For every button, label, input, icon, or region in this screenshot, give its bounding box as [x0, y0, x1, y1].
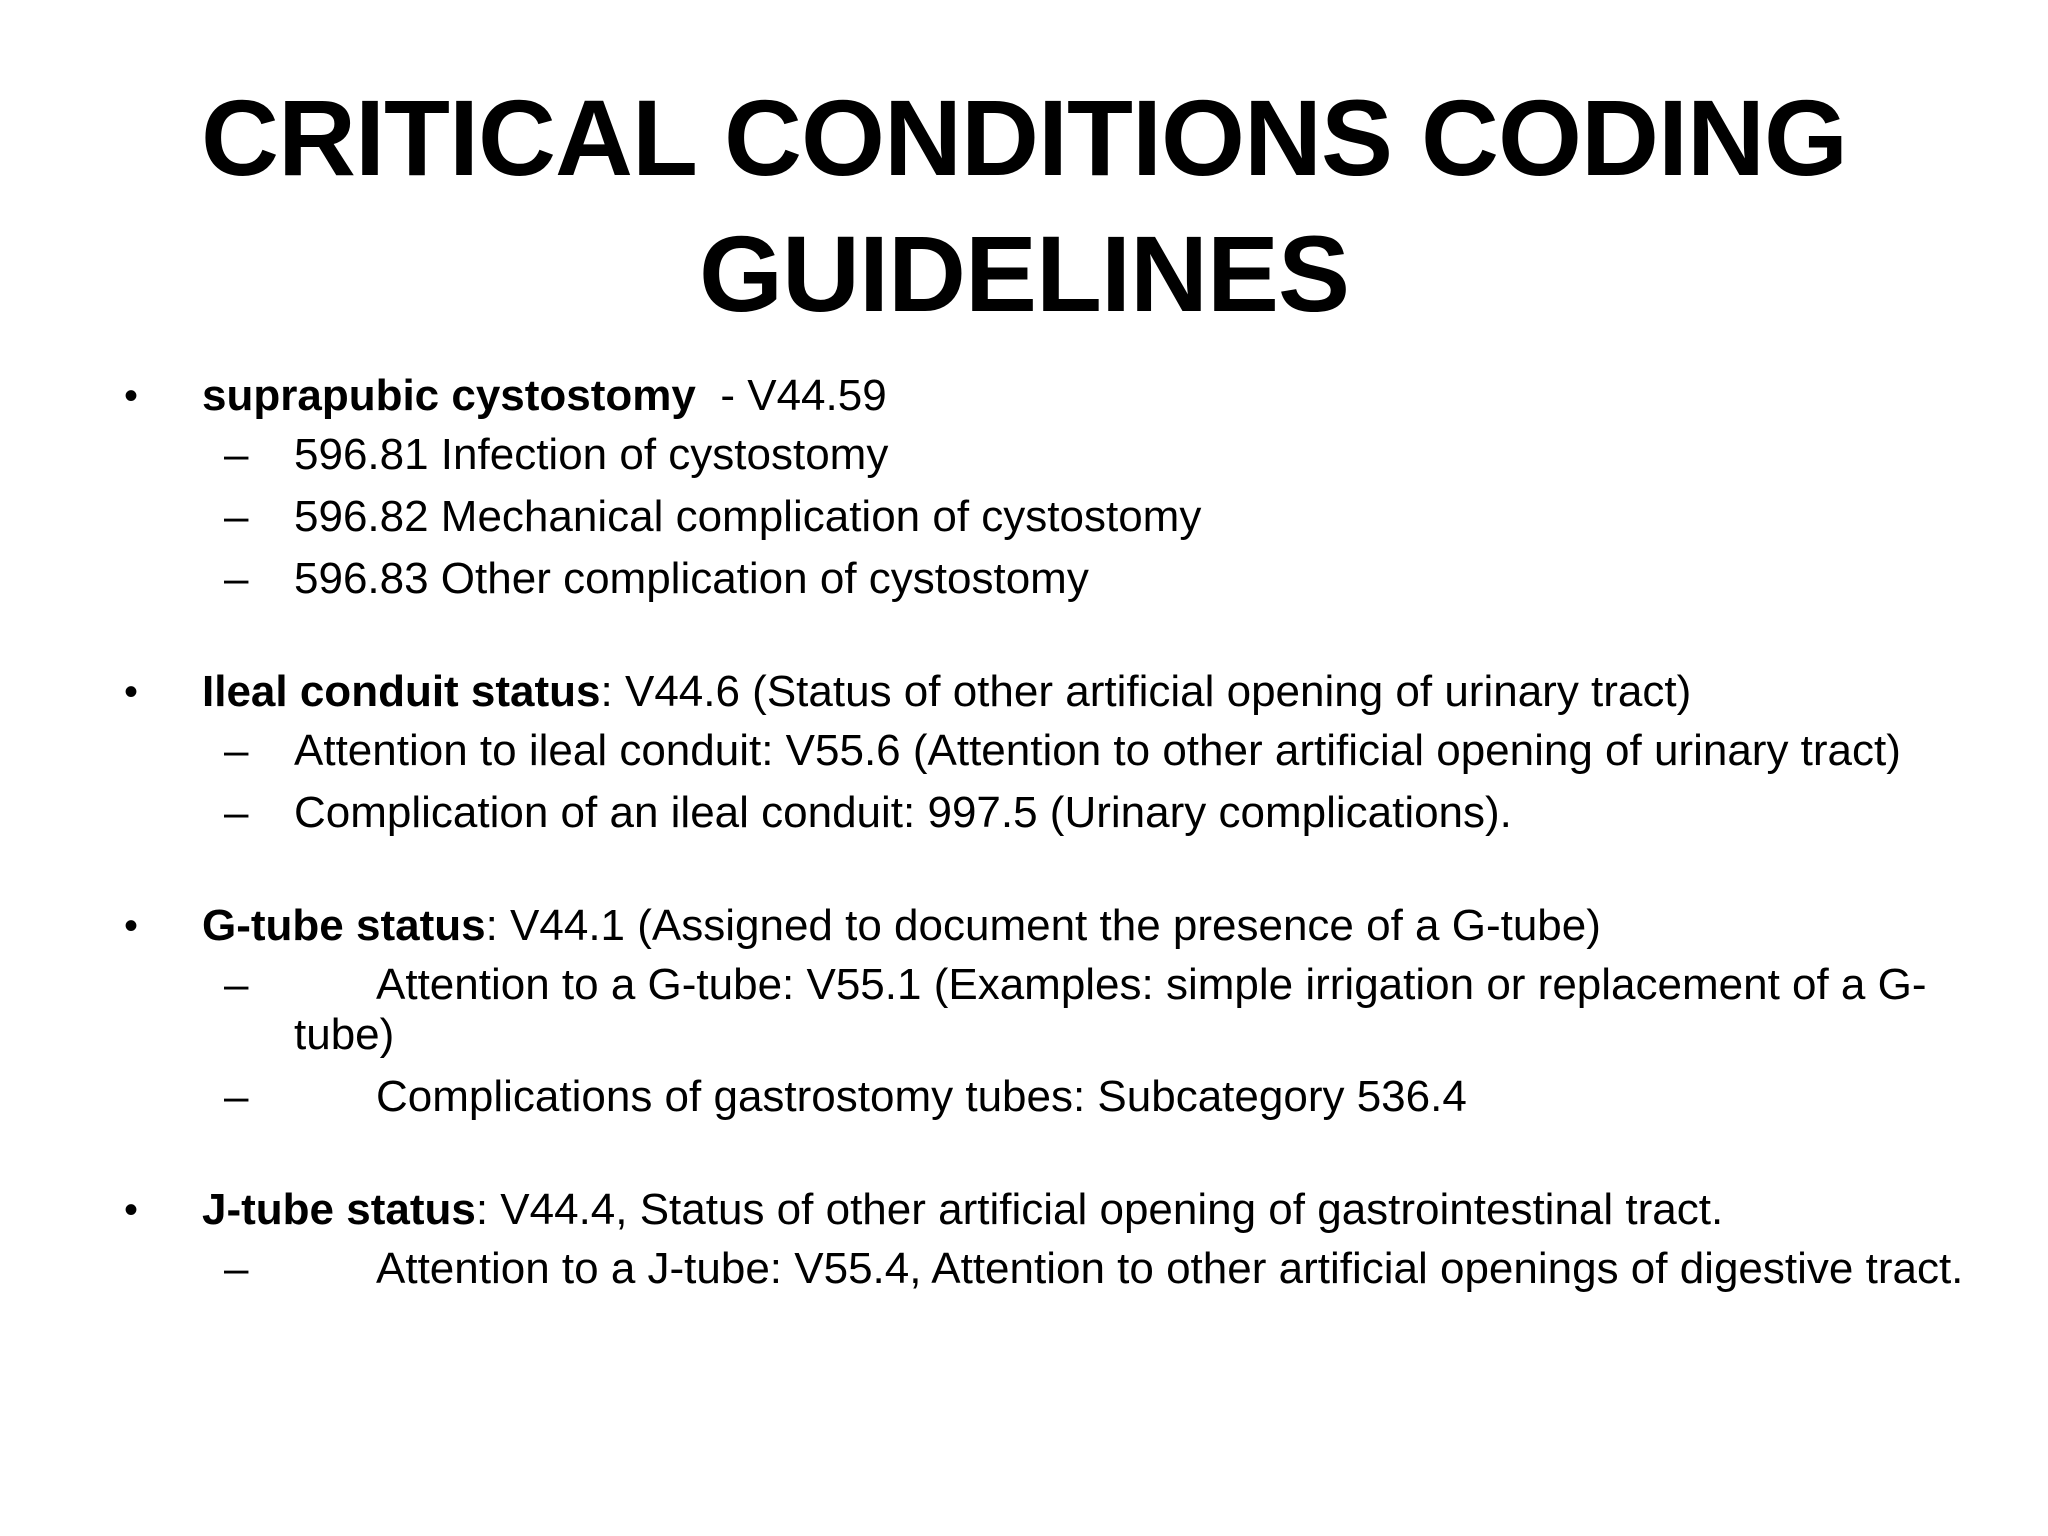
sub-item [120, 1072, 1980, 1122]
bullet-item [120, 664, 1980, 720]
title-line-2: GUIDELINES [698, 213, 1350, 334]
sub-item [120, 554, 1980, 604]
bullet-term: J-tube status [202, 1185, 476, 1234]
slide-body [120, 368, 1980, 1354]
dash-icon: – [224, 430, 249, 479]
bullet-item [120, 368, 1980, 424]
dash-icon: – [224, 1244, 249, 1293]
bullet-icon: • [124, 374, 139, 418]
bullet-icon: • [124, 1188, 139, 1232]
dash-icon: – [224, 788, 249, 837]
sub-item [120, 726, 1980, 776]
dash-icon: – [224, 960, 249, 1009]
sub-item [120, 788, 1980, 838]
sub-item-text: Complications of gastrostomy tubes: Subcategory 536.4 [376, 1072, 1467, 1121]
bullet-text: - V44.59 [695, 371, 887, 420]
section-j-tube [120, 1182, 1980, 1294]
sub-item-text: Complication of an ileal conduit: 997.5 (Urinary complications). [294, 788, 1512, 837]
bullet-item [120, 898, 1980, 954]
dash-icon: – [224, 492, 249, 541]
sub-item [120, 1244, 1980, 1294]
slide-title [0, 70, 2048, 342]
bullet-text: : V44.4, Status of other artificial opening of gastrointestinal tract. [475, 1185, 1724, 1234]
section-suprapubic-cystostomy [120, 368, 1980, 604]
section-ileal-conduit [120, 664, 1980, 838]
title-line-1: CRITICAL CONDITIONS CODING [201, 77, 1847, 198]
bullet-term: G-tube status [202, 901, 486, 950]
sub-item-text: Attention to ileal conduit: V55.6 (Attention to other artificial opening of urinary tract) [294, 726, 1901, 775]
section-g-tube [120, 898, 1980, 1122]
sub-item-text: 596.81 Infection of cystostomy [294, 430, 889, 479]
bullet-item [120, 1182, 1980, 1238]
sub-item-text: 596.83 Other complication of cystostomy [294, 554, 1089, 603]
sub-item [120, 430, 1980, 480]
sub-item-text: Attention to a G-tube: V55.1 (Examples: simple irrigation or replacement of a G-tube) [294, 960, 1927, 1059]
sub-item [120, 960, 1980, 1060]
bullet-icon: • [124, 904, 139, 948]
sub-item [120, 492, 1980, 542]
bullet-text: : V44.1 (Assigned to document the presence of a G-tube) [485, 901, 1601, 950]
bullet-icon: • [124, 670, 139, 714]
dash-icon: – [224, 726, 249, 775]
sub-item-text: 596.82 Mechanical complication of cystostomy [294, 492, 1202, 541]
dash-icon: – [224, 554, 249, 603]
sub-item-text: Attention to a J-tube: V55.4, Attention to other artificial openings of digestive tract. [376, 1244, 1964, 1293]
bullet-text: : V44.6 (Status of other artificial opening of urinary tract) [600, 667, 1692, 716]
dash-icon: – [224, 1072, 249, 1121]
bullet-term: suprapubic cystostomy [202, 371, 696, 420]
bullet-term: Ileal conduit status [202, 667, 601, 716]
